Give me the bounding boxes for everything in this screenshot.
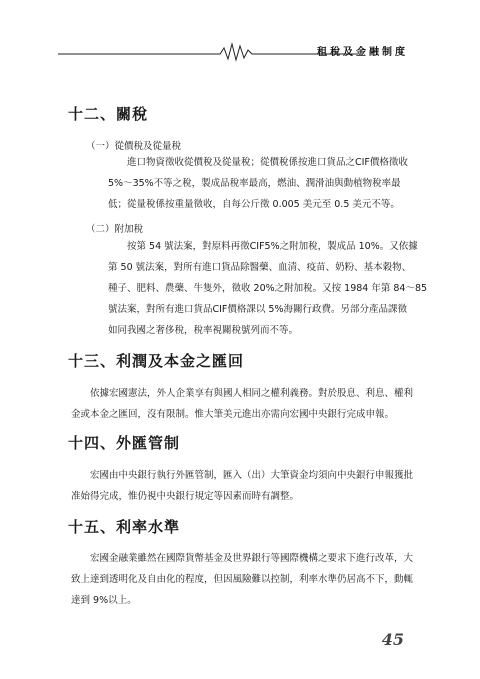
paragraph-line: 低；從量稅係按重量徵收，自每公斤徵 0.005 美元至 0.5 美元不等。 [108, 199, 400, 210]
paragraph-line: 致上達到透明化及自由化的程度，但因風險難以控制，利率水準仍居高不下，動輒 [71, 574, 414, 585]
paragraph-line: 宏國金融業雖然在國際貨幣基金及世界銀行等國際機構之要求下進行改革，大 [90, 553, 414, 564]
heartbeat-line-icon [58, 40, 358, 62]
paragraph-line: 按第 54 號法案，對原料再徵CIF5%之附加稅，製成品 10%。又依據 [127, 241, 418, 252]
paragraph-line: 如同我國之奢侈稅，稅率視關稅號列而不等。 [108, 325, 299, 336]
section-15-heading: 十五、利率水準 [68, 518, 181, 536]
section-12-heading: 十二、關稅 [68, 105, 149, 123]
subsection-2-label: （二）附加稅 [86, 224, 144, 235]
paragraph-line: 種子、肥料、農藥、牛隻外，徵收 20%之附加稅。又按 1984 年第 84～85 [108, 283, 428, 294]
paragraph-line: 進口物資徵收從價稅及從量稅；從價稅係按進口貨品之CIF價格徵收 [127, 157, 408, 168]
paragraph-line: 宏國由中央銀行執行外匯管制，匯入（出）大筆資金均須向中央銀行申報獲批 [90, 470, 414, 481]
subsection-1-label: （一）從價稅及從量稅 [86, 141, 182, 152]
section-14-heading: 十四、外匯管制 [68, 434, 181, 452]
paragraph-line: 5%～35%不等之稅，製成品稅率最高，燃油、潤滑油與動植物稅率最 [108, 178, 401, 189]
paragraph-line: 金或本金之匯回，沒有限制。惟大筆美元進出亦需向宏國中央銀行完成申報。 [71, 409, 395, 420]
header-title: 租稅及金融制度 [317, 47, 408, 58]
paragraph-line: 第 50 號法案，對所有進口貨品除醫藥、血清、疫苗、奶粉、基本穀物、 [108, 262, 412, 273]
running-header [58, 40, 418, 62]
section-13-text [71, 383, 414, 425]
paragraph-line: 依據宏國憲法，外人企業享有與國人相同之權利義務。對於股息、利息、權利 [90, 388, 414, 399]
subsection-2-text [108, 236, 428, 341]
paragraph-line: 號法案，對所有進口貨品CIF價格課以 5%海關行政費。另部分產品課徵 [108, 304, 407, 315]
section-15-text [71, 548, 414, 611]
paragraph-line: 達到 9%以上。 [71, 595, 137, 606]
section-13-heading: 十三、利潤及本金之匯回 [68, 352, 245, 370]
paragraph-line: 准始得完成，惟仍視中央銀行規定等因素而時有調整。 [71, 491, 300, 502]
subsection-1-text [108, 152, 408, 215]
page-number: 45 [381, 630, 404, 649]
section-14-text [71, 465, 414, 507]
